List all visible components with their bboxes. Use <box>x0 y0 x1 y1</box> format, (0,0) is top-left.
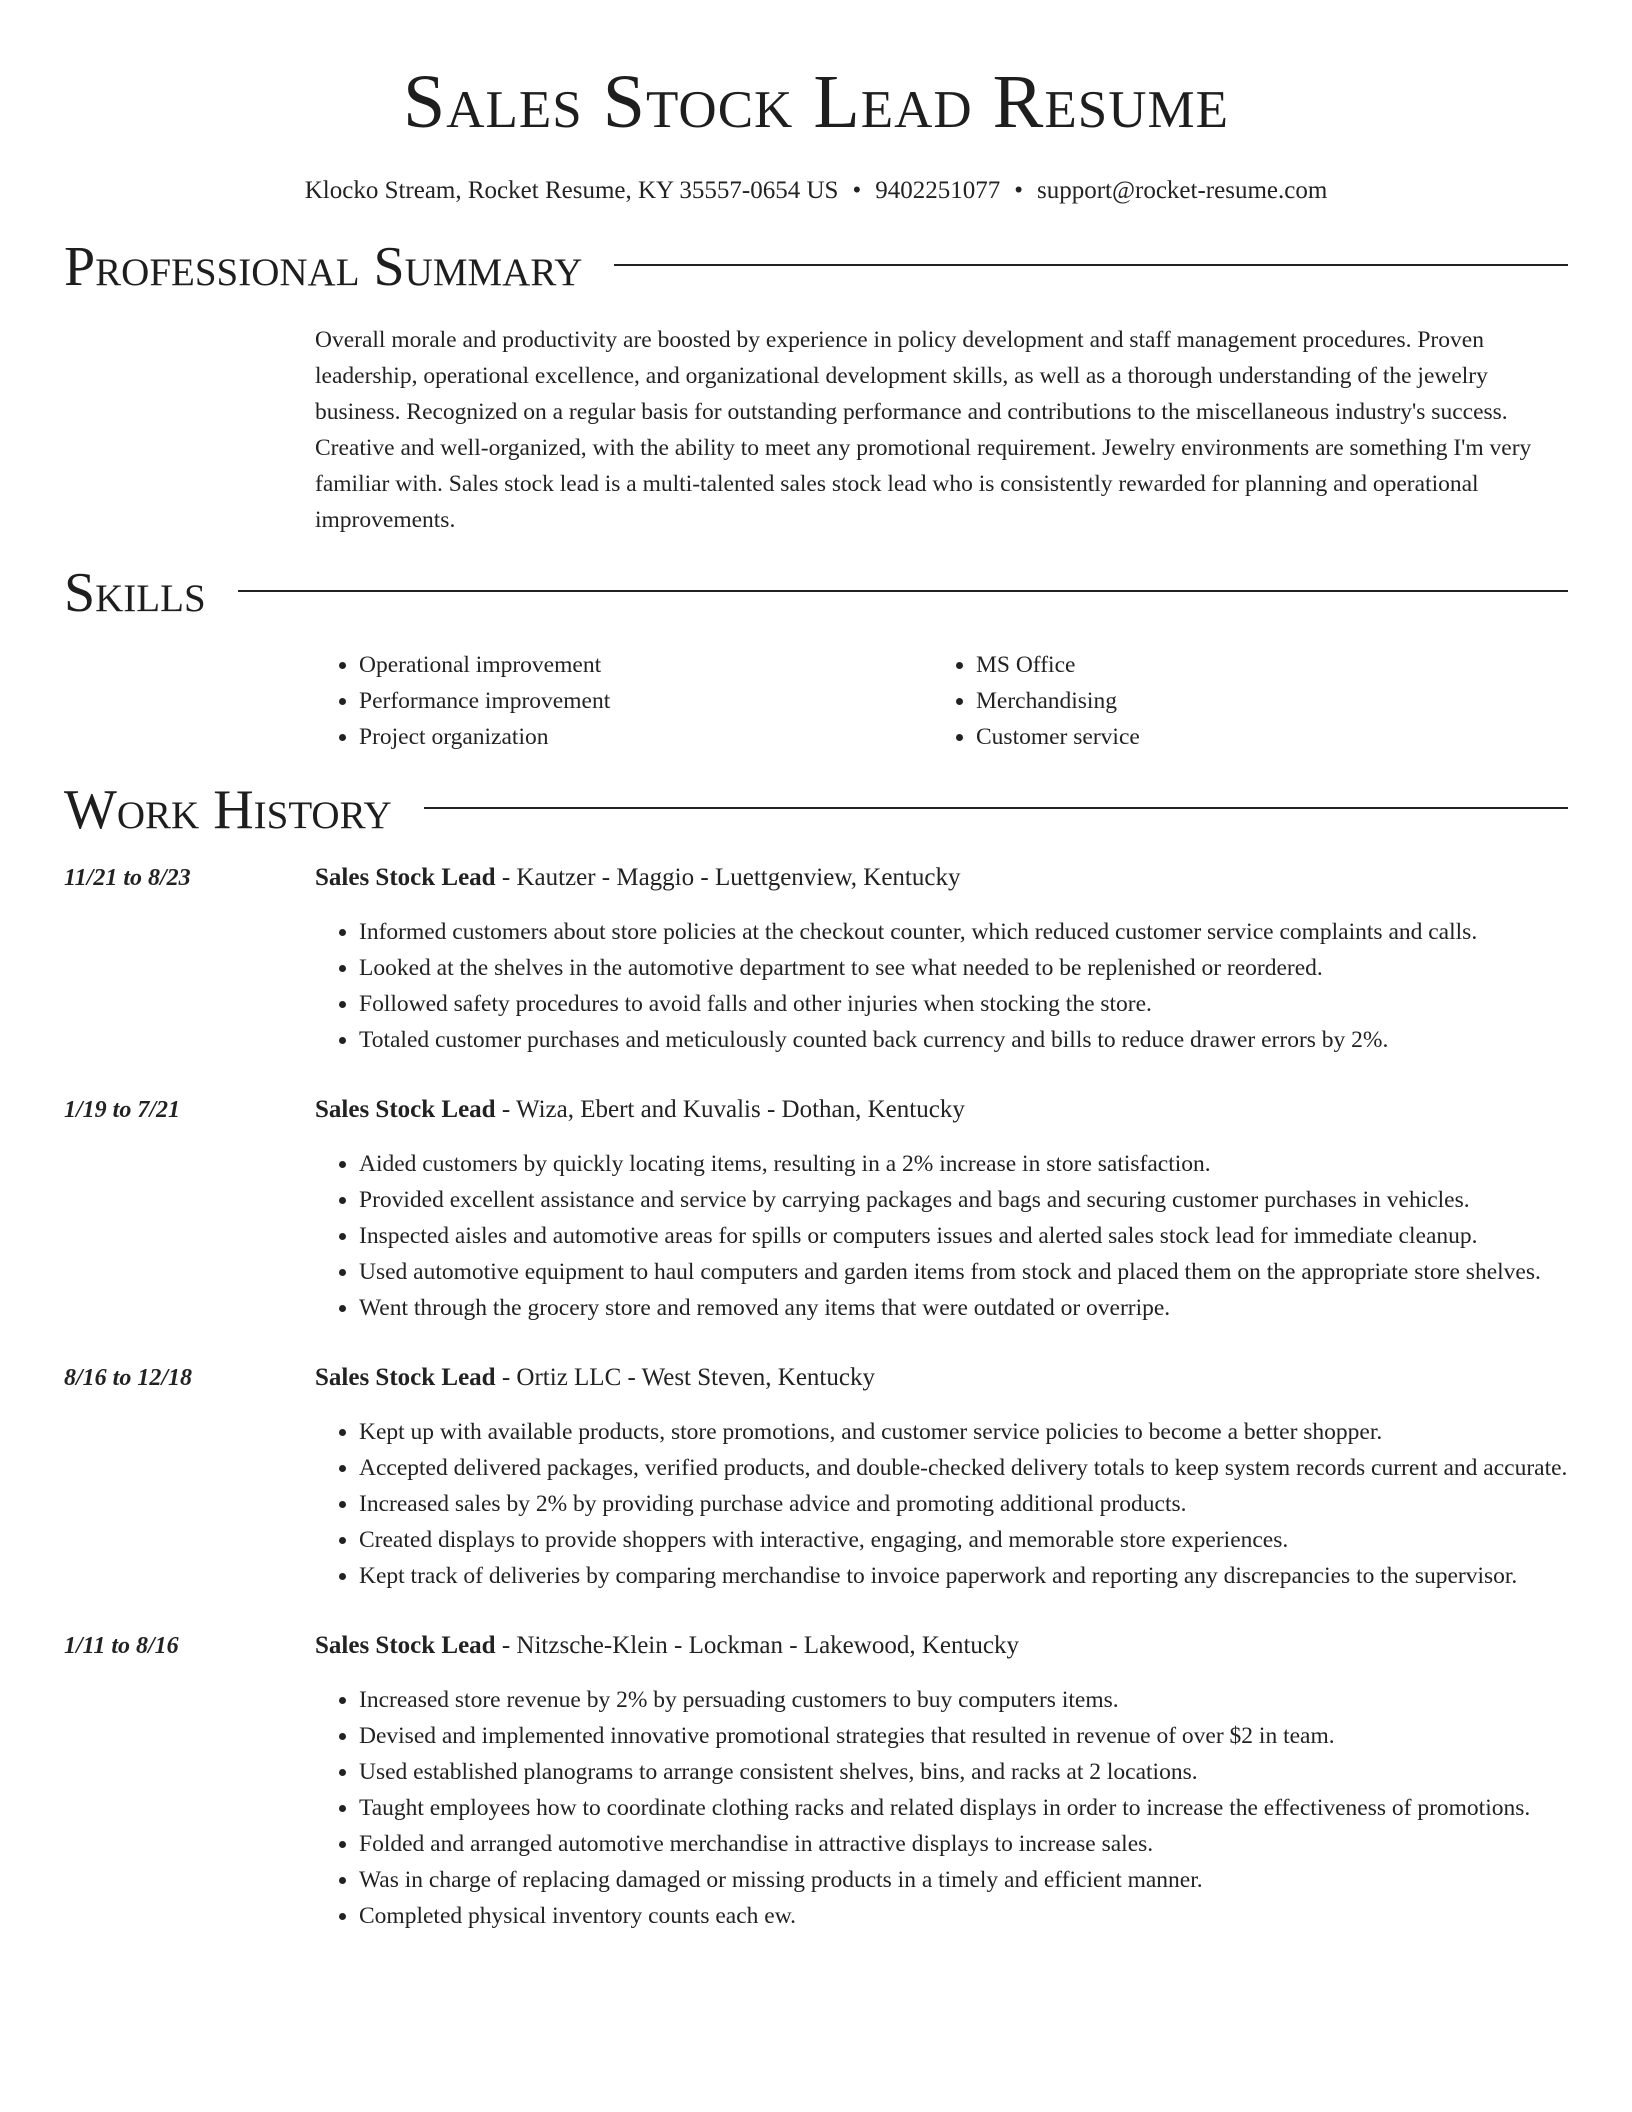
job-bullets <box>315 914 1568 1058</box>
job-entry <box>64 1628 1568 1934</box>
job-bullet: • Kept track of deliveries by comparing merchandise to invoice paperwork and reporting any discrepancies to the supervisor. <box>359 1558 1568 1594</box>
job-dates: 1/11 to 8/16 <box>64 1633 179 1659</box>
job-company: - Kautzer - Maggio - Luettgenview, Kentucky <box>495 864 961 891</box>
job-bullets <box>315 1146 1568 1326</box>
job-entry <box>64 860 1568 1058</box>
skill-item: • Customer service <box>976 719 1549 755</box>
job-bullet: • Devised and implemented innovative promotional strategies that resulted in revenue of over $2 in team. <box>359 1718 1568 1754</box>
job-entry <box>64 1092 1568 1326</box>
skills-column-left <box>315 647 932 755</box>
work-heading: Work History <box>64 779 392 841</box>
skills-list <box>315 647 1568 755</box>
contact-separator: • <box>1014 177 1023 204</box>
job-bullet: • Followed safety procedures to avoid falls and other injuries when stocking the store. <box>359 986 1568 1022</box>
contact-line <box>64 176 1568 206</box>
skill-item: • Project organization <box>359 719 932 755</box>
job-bullet: • Kept up with available products, store promotions, and customer service policies to become a better shopper. <box>359 1414 1568 1450</box>
job-entry <box>64 1360 1568 1594</box>
section-divider <box>238 590 1568 592</box>
job-bullet: • Accepted delivered packages, verified products, and double-checked delivery totals to keep system records current and accurate. <box>359 1450 1568 1486</box>
job-heading <box>315 1092 1568 1128</box>
skill-item: • Merchandising <box>976 683 1549 719</box>
job-dates: 1/19 to 7/21 <box>64 1097 181 1123</box>
job-dates: 8/16 to 12/18 <box>64 1365 193 1391</box>
skills-column-right <box>932 647 1549 755</box>
contact-address: Klocko Stream, Rocket Resume, KY 35557-0654 US <box>304 177 839 204</box>
skill-item: • MS Office <box>976 647 1549 683</box>
job-heading <box>315 860 1568 896</box>
job-bullet: • Taught employees how to coordinate clothing racks and related displays in order to increase the effectiveness of promotions. <box>359 1790 1568 1826</box>
summary-section-header <box>64 237 1568 297</box>
job-company: - Wiza, Ebert and Kuvalis - Dothan, Kentucky <box>495 1096 965 1123</box>
job-bullet: • Increased sales by 2% by providing purchase advice and promoting additional products. <box>359 1486 1568 1522</box>
contact-phone: 9402251077 <box>875 177 1001 204</box>
contact-separator: • <box>852 177 862 204</box>
job-dates: 11/21 to 8/23 <box>64 865 191 891</box>
summary-text: Overall morale and productivity are boosted by experience in policy development and staff management procedures. Proven leadership, operational excellence, and organizational development skills, as well as a thorough understanding of the jewelry business. Recognized on a regular basis for outstanding performance and contributions to the miscellaneous industry's success. Creative and well-organized, with the ability to meet any promotional requirement. Jewelry environments are something I'm very familiar with. Sales stock lead is a multi-talented sales stock lead who is consistently rewarded for planning and operational improvements. <box>315 327 1532 533</box>
job-bullet: • Inspected aisles and automotive areas for spills or computers issues and alerted sales stock lead for immediate cleanup. <box>359 1218 1568 1254</box>
job-bullets <box>315 1414 1568 1594</box>
job-bullet: • Created displays to provide shoppers with interactive, engaging, and memorable store experiences. <box>359 1522 1568 1558</box>
job-main <box>315 1628 1568 1934</box>
job-heading <box>315 1628 1568 1664</box>
work-section-header <box>64 780 1568 840</box>
section-divider <box>424 807 1568 809</box>
job-bullet: • Went through the grocery store and removed any items that were outdated or overripe. <box>359 1290 1568 1326</box>
job-main <box>315 1360 1568 1594</box>
job-bullet: • Looked at the shelves in the automotive department to see what needed to be replenished or reordered. <box>359 950 1568 986</box>
job-bullet: • Provided excellent assistance and service by carrying packages and bags and securing customer purchases in vehicles. <box>359 1182 1568 1218</box>
job-main <box>315 1092 1568 1326</box>
job-bullet: • Was in charge of replacing damaged or missing products in a timely and efficient manner. <box>359 1862 1568 1898</box>
skills-section-header <box>64 563 1568 623</box>
job-bullet: • Aided customers by quickly locating items, resulting in a 2% increase in store satisfaction. <box>359 1146 1568 1182</box>
job-bullet: • Informed customers about store policies at the checkout counter, which reduced customer service complaints and calls. <box>359 914 1568 950</box>
job-title: Sales Stock Lead <box>315 864 496 891</box>
skills-heading: Skills <box>64 562 206 624</box>
resume-page <box>64 0 1568 1934</box>
section-divider <box>614 264 1568 266</box>
summary-heading: Professional Summary <box>64 236 583 298</box>
job-bullet: • Used automotive equipment to haul computers and garden items from stock and placed them on the appropriate store shelves. <box>359 1254 1568 1290</box>
skill-item: • Operational improvement <box>359 647 932 683</box>
job-title: Sales Stock Lead <box>315 1632 496 1659</box>
job-heading <box>315 1360 1568 1396</box>
job-bullets <box>315 1682 1568 1934</box>
job-bullet: • Used established planograms to arrange consistent shelves, bins, and racks at 2 locations. <box>359 1754 1568 1790</box>
job-bullet: • Increased store revenue by 2% by persuading customers to buy computers items. <box>359 1682 1568 1718</box>
skill-item: • Performance improvement <box>359 683 932 719</box>
job-bullet: • Folded and arranged automotive merchandise in attractive displays to increase sales. <box>359 1826 1568 1862</box>
job-bullet: • Completed physical inventory counts each ew. <box>359 1898 1568 1934</box>
contact-email: support@rocket-resume.com <box>1036 177 1328 204</box>
resume-title: Sales Stock Lead Resume <box>402 60 1230 144</box>
job-company: - Nitzsche-Klein - Lockman - Lakewood, Kentucky <box>495 1632 1020 1659</box>
job-title: Sales Stock Lead <box>315 1096 496 1123</box>
job-title: Sales Stock Lead <box>315 1364 496 1391</box>
job-company: - Ortiz LLC - West Steven, Kentucky <box>495 1364 875 1391</box>
job-bullet: • Totaled customer purchases and meticulously counted back currency and bills to reduce drawer errors by 2%. <box>359 1022 1568 1058</box>
job-main <box>315 860 1568 1058</box>
